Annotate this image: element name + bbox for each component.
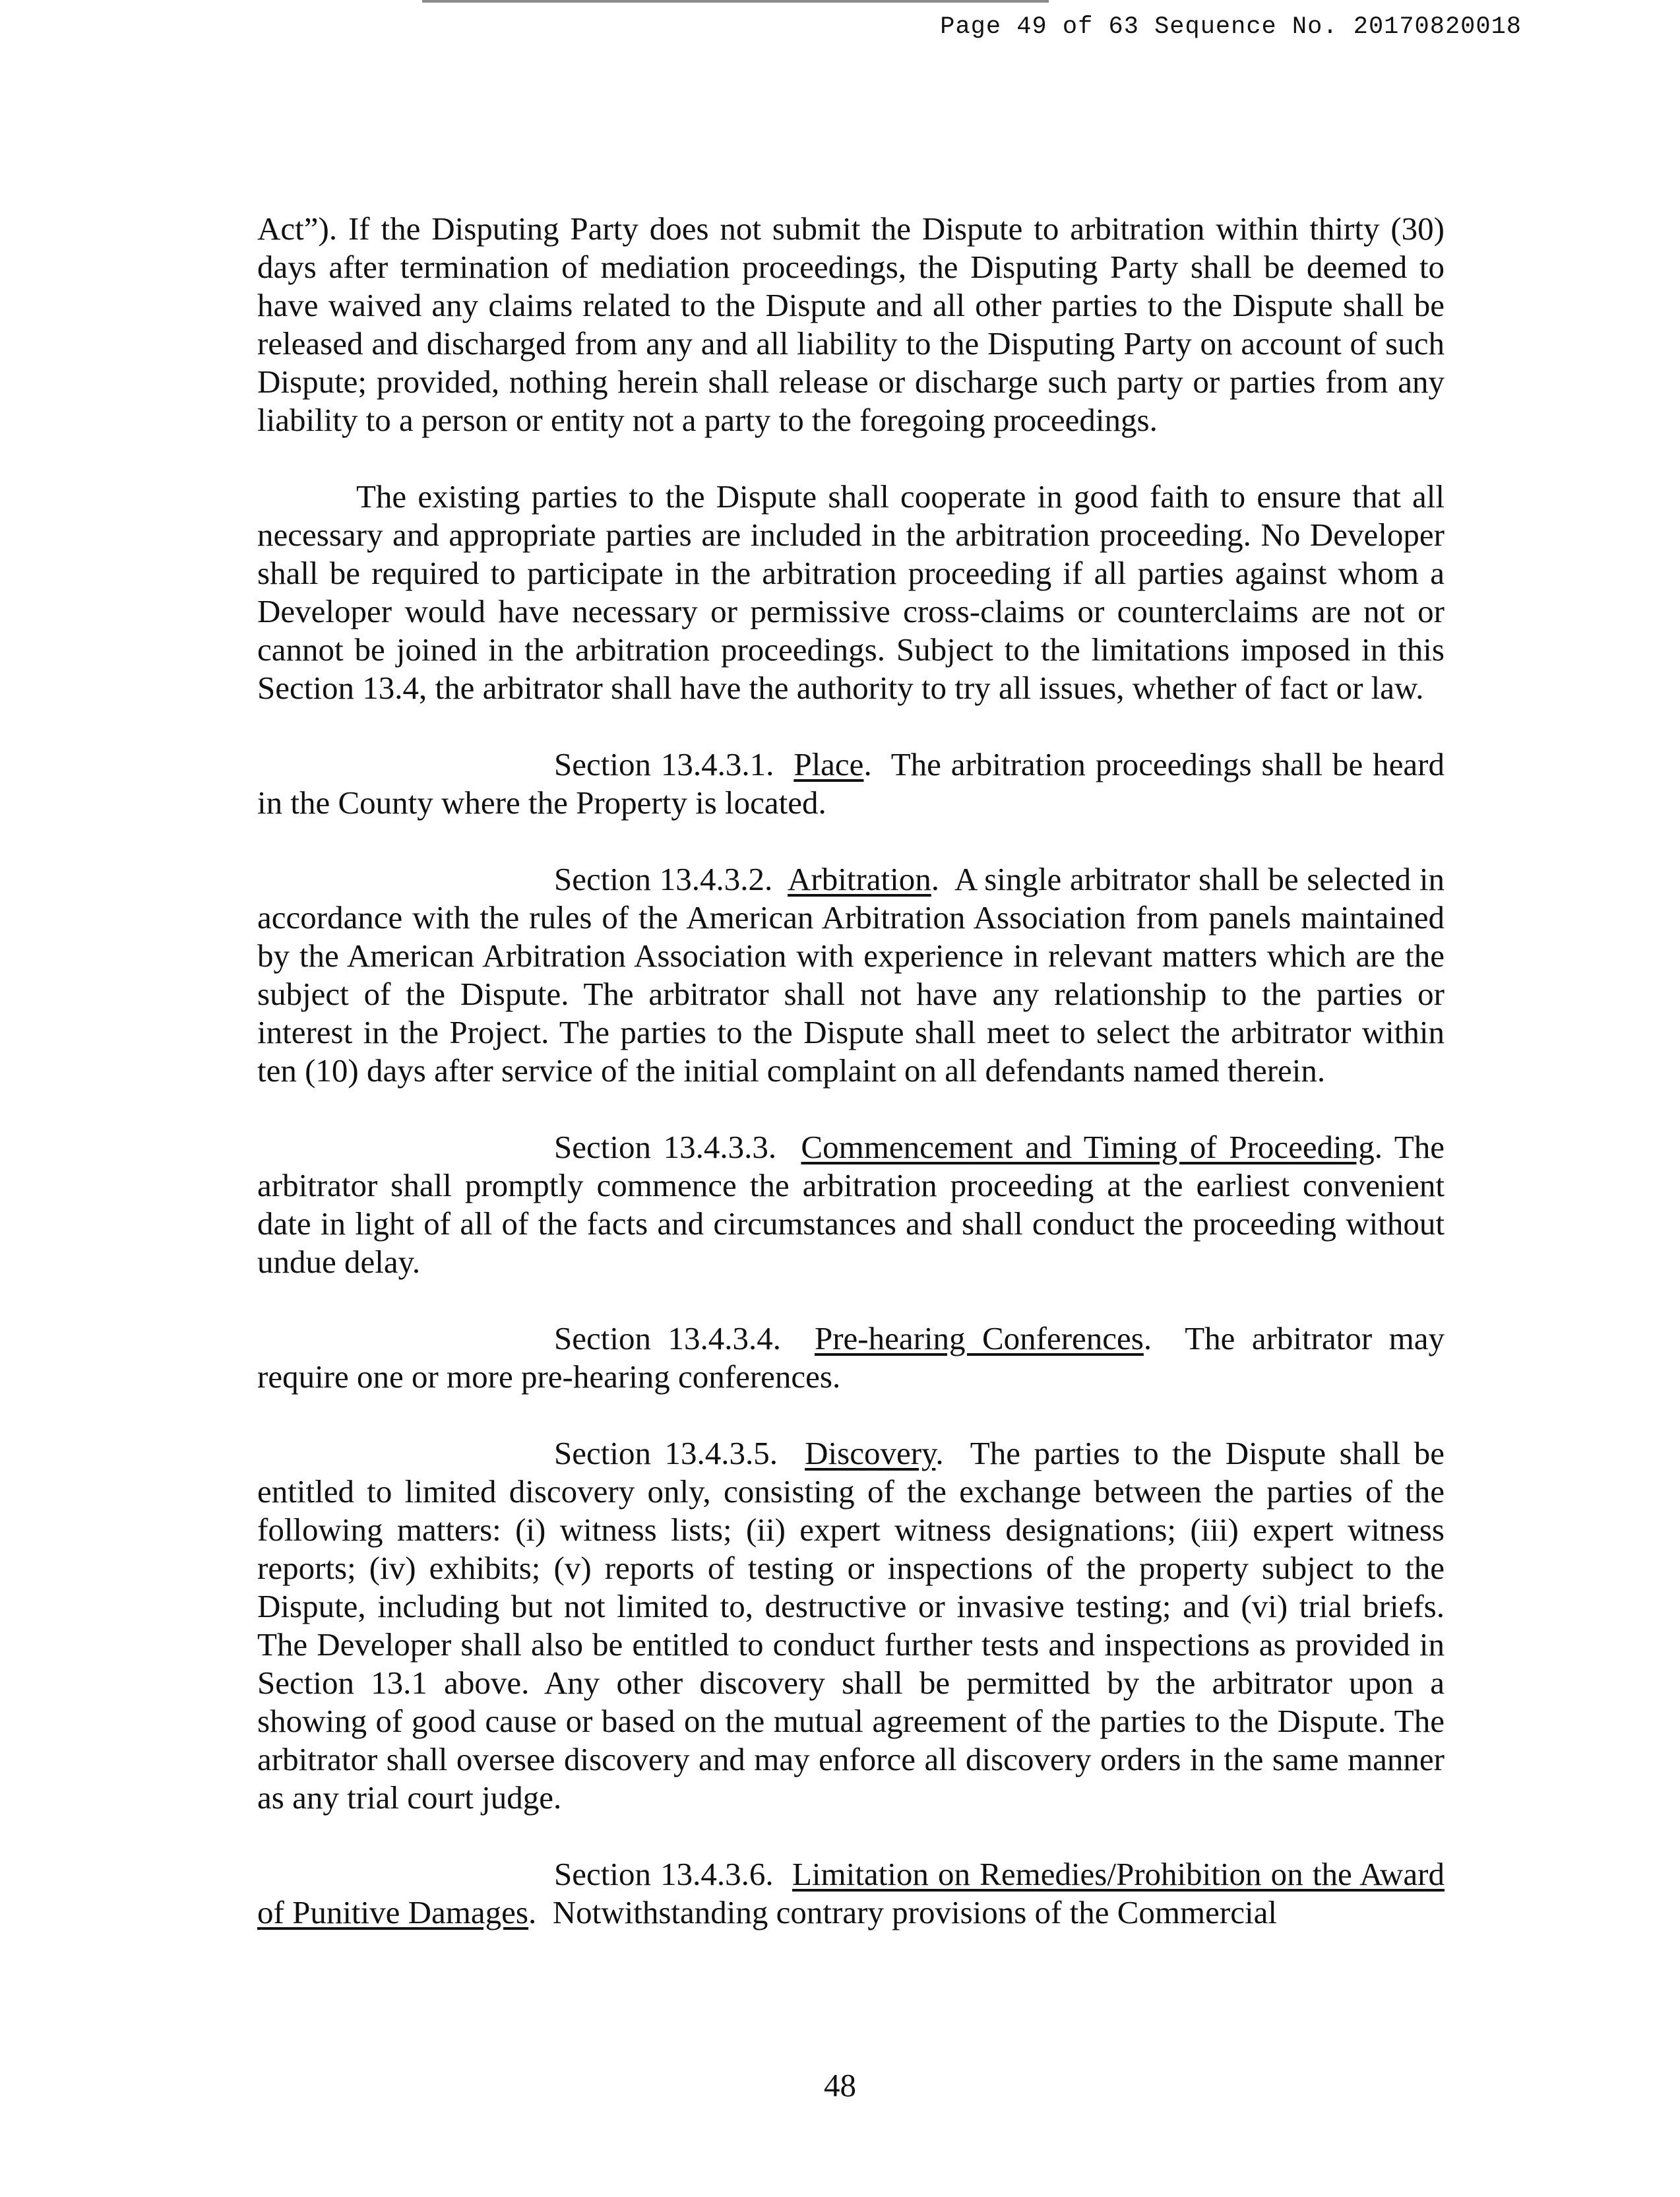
section-number: Section 13.4.3.4. — [554, 1320, 781, 1356]
paragraph-continuation: Act”). If the Disputing Party does not submit the Dispute to arbitration within thirty (30) days after termination of mediation proceedings, the Disputing Party shall be deemed to have waived any claims related to the Dispute and all other parties to the Dispute shall be released and discharged from any and all liability to the Disputing Party on account of such Dispute; provided, nothing herein shall release or discharge such party or parties from any liability to a person or entity not a party to the foregoing proceedings. — [257, 210, 1445, 438]
section-13-4-3-2: Section 13.4.3.2. Arbitration. A single arbitrator shall be selected in accordance with the rules of the American Arbitration Association from panels maintained by the American Arbitration Association with experience in relevant matters which are the subject of the Dispute. The arbitrator shall not have any relationship to the parties or interest in the Project. The parties to the Dispute shall meet to select the arbitrator within ten (10) days after service of the initial complaint on all defendants named therein. — [257, 861, 1445, 1089]
page-header: Page 49 of 63 Sequence No. 20170820018 — [940, 13, 1522, 41]
section-13-4-3-3: Section 13.4.3.3. Commencement and Timing of Proceeding. The arbitrator shall promptly commence the arbitration proceeding at the earliest convenient date in light of all of the facts and circumstances and shall conduct the proceeding without undue delay. — [257, 1129, 1445, 1280]
section-13-4-3-5: Section 13.4.3.5. Discovery. The parties to the Dispute shall be entitled to limited discovery only, consisting of the exchange between the parties of the following matters: (i) witness lists; (ii) expert witness designations; (iii) expert witness reports; (iv) exhibits; (v) reports of testing or inspections of the property subject to the Dispute, including but not limited to, destructive or invasive testing; and (vi) trial briefs. The Developer shall also be entitled to conduct further tests and inspections as provided in Section 13.1 above. Any other discovery shall be permitted by the arbitrator upon a showing of good cause or based on the mutual agreement of the parties to the Dispute. The arbitrator shall oversee discovery and may enforce all discovery orders in the same manner as any trial court judge. — [257, 1435, 1445, 1816]
section-number: Section 13.4.3.1. — [554, 746, 774, 782]
section-body: Notwithstanding contrary provisions of the Commercial — [552, 1894, 1277, 1930]
section-title: Discovery — [805, 1435, 936, 1471]
section-number: Section 13.4.3.6. — [554, 1856, 774, 1892]
section-body: The arbitrator may require one or more pre-hearing conferences. — [257, 1320, 1445, 1395]
section-number: Section 13.4.3.3. — [554, 1129, 777, 1165]
section-title: Commencement and Timing of Proceeding — [801, 1129, 1375, 1165]
section-number: Section 13.4.3.2. — [554, 861, 773, 897]
section-title: Pre-hearing Conferences — [814, 1320, 1144, 1356]
page-number: 48 — [824, 2067, 856, 2103]
section-title: Limitation on Remedies/Prohibition on the Award of Punitive Damages — [257, 1856, 1445, 1930]
paragraph-parties: The existing parties to the Dispute shall cooperate in good faith to ensure that all necessary and appropriate parties are included in the arbitration proceeding. No Developer shall be required to participate in the arbitration proceeding if all parties against whom a Developer would have necessary or permissive cross-claims or counterclaims are not or cannot be joined in the arbitration proceedings. Subject to the limitations imposed in this Section 13.4, the arbitrator shall have the authority to try all issues, whether of fact or law. — [257, 478, 1445, 706]
section-13-4-3-4: Section 13.4.3.4. Pre-hearing Conferences. The arbitrator may require one or more pre-hearing conferences. — [257, 1320, 1445, 1395]
section-title: Arbitration — [788, 861, 931, 897]
section-body: The arbitration proceedings shall be heard in the County where the Property is located. — [257, 746, 1445, 821]
section-title: Place — [793, 746, 864, 782]
section-13-4-3-1: Section 13.4.3.1. Place. The arbitration proceedings shall be heard in the County where the Property is located. — [257, 746, 1445, 821]
section-13-4-3-6: Section 13.4.3.6. Limitation on Remedies/Prohibition on the Award of Punitive Damages. Notwithstanding contrary provisions of the Commercial — [257, 1856, 1445, 1930]
section-body: A single arbitrator shall be selected in accordance with the rules of the American Arbitration Association from panels maintained by the American Arbitration Association with experience in relevant matters which are the subject of the Dispute. The arbitrator shall not have any relationship to the parties or interest in the Project. The parties to the Dispute shall meet to select the arbitrator within ten (10) days after service of the initial complaint on all defendants named therein. — [257, 861, 1445, 1089]
document-body — [257, 210, 1445, 1970]
section-body: The parties to the Dispute shall be entitled to limited discovery only, consisting of the exchange between the parties of the following matters: (i) witness lists; (ii) expert witness designations; (iii) expert witness reports; (iv) exhibits; (v) reports of testing or inspections of the property subject to the Dispute, including but not limited to, destructive or invasive testing; and (vi) trial briefs. The Developer shall also be entitled to conduct further tests and inspections as provided in Section 13.1 above. Any other discovery shall be permitted by the arbitrator upon a showing of good cause or based on the mutual agreement of the parties to the Dispute. The arbitrator shall oversee discovery and may enforce all discovery orders in the same manner as any trial court judge. — [257, 1435, 1445, 1816]
section-number: Section 13.4.3.5. — [554, 1435, 778, 1471]
section-body: The arbitrator shall promptly commence the arbitration proceeding at the earliest convenient date in light of all of the facts and circumstances and shall conduct the proceeding without undue delay. — [257, 1129, 1445, 1280]
scan-artifact-bar — [422, 0, 1049, 3]
